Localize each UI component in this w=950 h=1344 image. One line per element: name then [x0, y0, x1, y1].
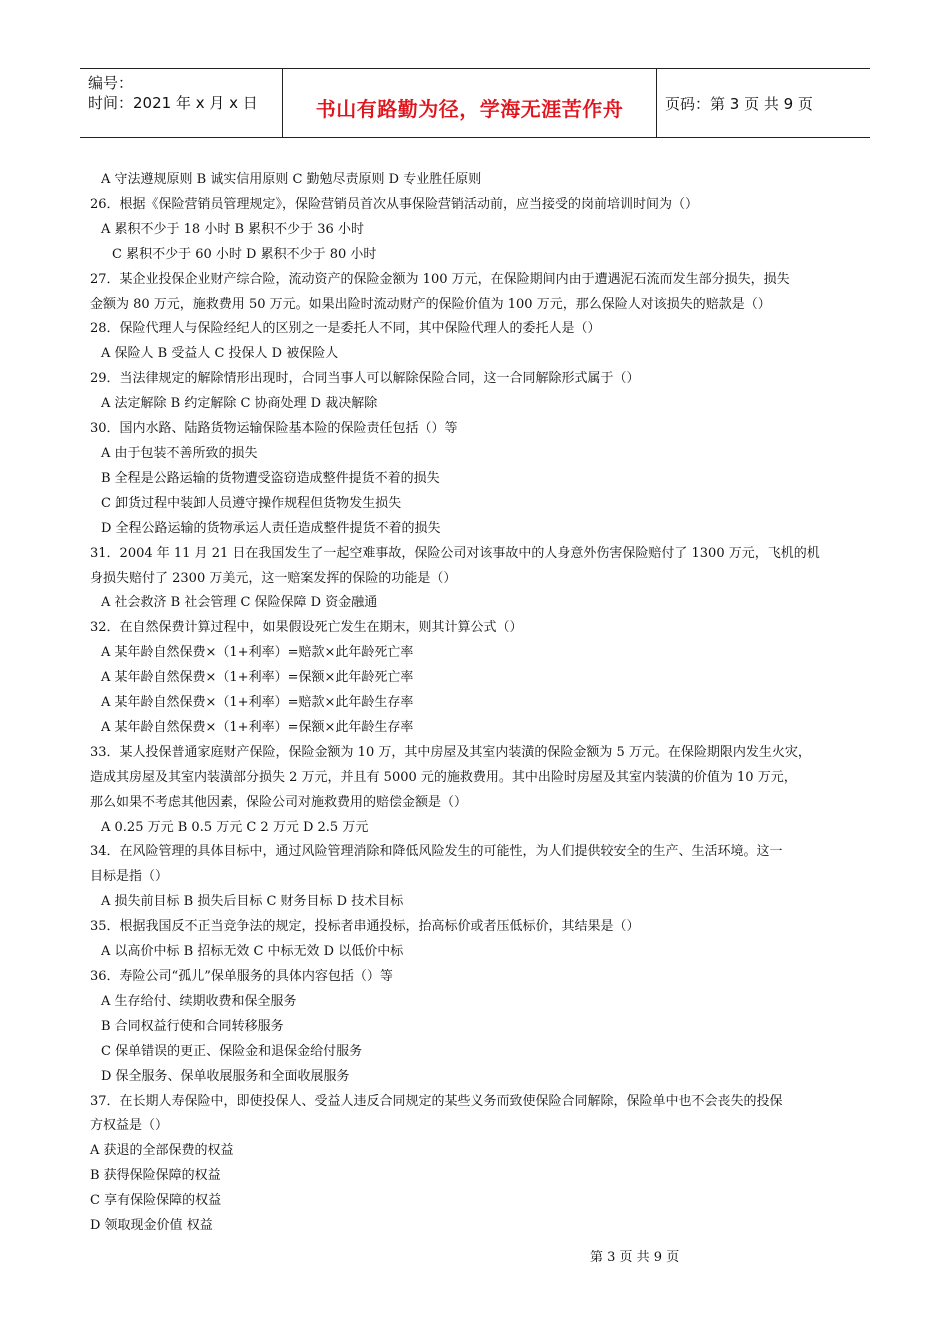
option-line: A 某年龄自然保费×（1+利率）=赔款×此年龄死亡率 [101, 645, 414, 661]
question-line: 26．根据《保险营销员管理规定》，保险营销员首次从事保险营销活动前，应当接受的岗前培训时间为（） [90, 196, 699, 212]
question-line: 造成其房屋及其室内装潢部分损失 2 万元，并且有 5000 元的施救费用。其中出险时房屋及其室内装潢的价值为 10 万元， [90, 769, 797, 785]
option-line: A 法定解除 B 约定解除 C 协商处理 D 裁决解除 [101, 396, 378, 412]
question-line: 35．根据我国反不正当竞争法的规定，投标者串通投标，抬高标价或者压低标价，其结果是（） [90, 919, 640, 935]
question-line: 36．寿险公司“孤儿”保单服务的具体内容包括（）等 [90, 969, 393, 984]
question-line: 33．某人投保普通家庭财产保险，保险金额为 10 万，其中房屋及其室内装潢的保险金额为 5 万元。在保险期限内发生火灾， [90, 744, 811, 760]
option-line: C 享有保险保障的权益 [90, 1193, 222, 1209]
header-page-info: 页码：第 3 页 共 9 页 [665, 95, 813, 113]
option-line: A 由于包装不善所致的损失 [101, 445, 258, 461]
option-line: A 获退的全部保费的权益 [90, 1143, 234, 1159]
option-line: B 获得保险保障的权益 [90, 1168, 221, 1184]
option-line: A 生存给付、续期收费和保全服务 [101, 993, 297, 1009]
option-line: C 累积不少于 60 小时 D 累积不少于 80 小时 [112, 246, 377, 262]
option-line: A 0.25 万元 B 0.5 万元 C 2 万元 D 2.5 万元 [101, 819, 369, 835]
question-line: 方权益是（） [90, 1118, 169, 1134]
serial-label: 编号： [88, 74, 134, 92]
question-line: 31．2004 年 11 月 21 日在我国发生了一起空难事故，保险公司对该事故中的人身意外伤害保险赔付了 1300 万元，飞机的机 [90, 545, 820, 561]
option-line: A 某年龄自然保费×（1+利率）=保额×此年龄死亡率 [101, 670, 414, 686]
question-line: 37．在长期人寿保险中，即使投保人、受益人违反合同规定的某些义务而致使保险合同解除，保险单中也不会丧失的投保 [90, 1093, 783, 1109]
time-label: 时间：2021 年 x 月 x 日 [88, 94, 258, 112]
page-footer: 第 3 页 共 9 页 [590, 1250, 680, 1265]
option-line: A 社会救济 B 社会管理 C 保险保障 D 资金融通 [101, 595, 378, 611]
option-line: A 守法遵规原则 B 诚实信用原则 C 勤勉尽责原则 D 专业胜任原则 [101, 172, 482, 187]
option-line: D 保全服务、保单收展服务和全面收展服务 [101, 1068, 350, 1084]
question-line: 28．保险代理人与保险经纪人的区别之一是委托人不同，其中保险代理人的委托人是（） [90, 321, 601, 337]
question-line: 29．当法律规定的解除情形出现时，合同当事人可以解除保险合同，这一合同解除形式属于（） [90, 371, 640, 387]
question-line: 34．在风险管理的具体目标中，通过风险管理消除和降低风险发生的可能性，为人们提供较安全的生产、生活环境。这一 [90, 844, 783, 860]
question-line: 32．在自然保费计算过程中，如果假设死亡发生在期末，则其计算公式（） [90, 620, 523, 636]
page-header [80, 68, 870, 138]
document-body [90, 168, 870, 1239]
option-line: A 以高价中标 B 招标无效 C 中标无效 D 以低价中标 [101, 944, 404, 960]
header-motto: 书山有路勤为径，学海无涯苦作舟 [283, 69, 657, 137]
option-line: B 合同权益行使和合同转移服务 [101, 1018, 284, 1034]
option-line: D 全程公路运输的货物承运人责任造成整件提货不着的损失 [101, 520, 441, 536]
question-line: 目标是指（） [90, 869, 169, 885]
header-meta-cell [80, 69, 283, 137]
question-line: 身损失赔付了 2300 万美元，这一赔案发挥的保险的功能是（） [90, 570, 457, 586]
question-line: 金额为 80 万元，施救费用 50 万元。如果出险时流动财产的保险价值为 100 万元，那么保险人对该损失的赔款是（） [90, 296, 771, 312]
option-line: A 保险人 B 受益人 C 投保人 D 被保险人 [101, 346, 339, 362]
question-line: 27．某企业投保企业财产综合险，流动资产的保险金额为 100 万元，在保险期间内由于遭遇泥石流而发生部分损失，损失 [90, 271, 790, 287]
option-line: A 某年龄自然保费×（1+利率）=赔款×此年龄生存率 [101, 695, 414, 711]
option-line: C 卸货过程中装卸人员遵守操作规程但货物发生损失 [101, 495, 402, 511]
question-line: 30．国内水路、陆路货物运输保险基本险的保险责任包括（）等 [90, 421, 458, 437]
option-line: A 某年龄自然保费×（1+利率）=保额×此年龄生存率 [101, 719, 414, 735]
question-line: 那么如果不考虑其他因素，保险公司对施救费用的赔偿金额是（） [90, 794, 468, 810]
option-line: A 累积不少于 18 小时 B 累积不少于 36 小时 [101, 221, 364, 237]
option-line: B 全程是公路运输的货物遭受盗窃造成整件提货不着的损失 [101, 470, 440, 486]
option-line: D 领取现金价值 权益 [90, 1218, 213, 1234]
option-line: C 保单错误的更正、保险金和退保金给付服务 [101, 1043, 363, 1059]
option-line: A 损失前目标 B 损失后目标 C 财务目标 D 技术目标 [101, 894, 404, 910]
